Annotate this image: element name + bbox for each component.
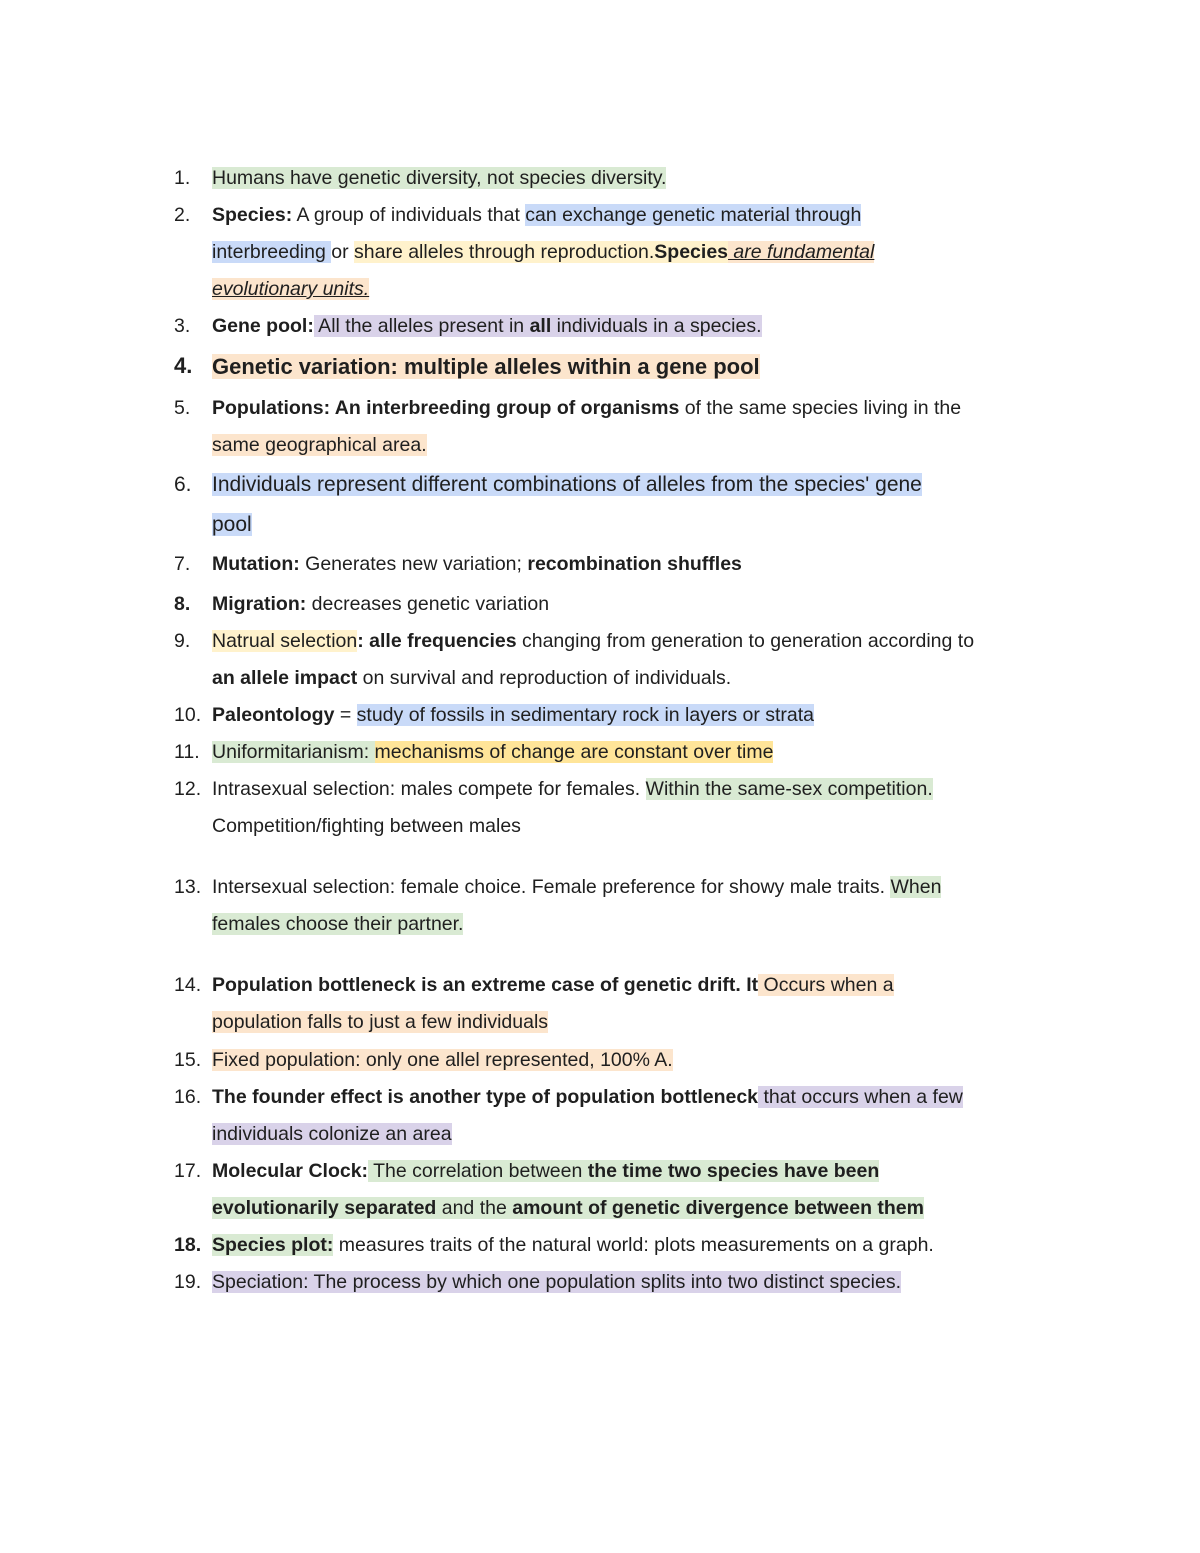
list-item bbox=[174, 586, 1072, 623]
item-text: alle frequencies bbox=[369, 630, 517, 652]
term: Natrual selection bbox=[212, 630, 358, 652]
item-text: interbreeding bbox=[212, 241, 332, 263]
item-text: changing from generation to generation according to bbox=[516, 630, 975, 652]
list-item bbox=[174, 697, 1072, 734]
list-item bbox=[174, 160, 1072, 197]
list-item bbox=[174, 1227, 1072, 1264]
item-text: Humans have genetic diversity, not species diversity. bbox=[212, 167, 667, 189]
item-text: : bbox=[357, 630, 370, 652]
list-item bbox=[174, 771, 1072, 845]
term: Mutation: bbox=[212, 553, 300, 575]
item-text: are fundamental bbox=[728, 241, 875, 263]
list-item bbox=[174, 623, 1072, 697]
item-number: 2. bbox=[174, 204, 191, 226]
list-item bbox=[174, 967, 1072, 1041]
item-text: Individuals represent different combinations of alleles from the species' gene bbox=[212, 473, 922, 496]
item-text: Genetic variation: multiple alleles within a gene pool bbox=[212, 354, 760, 379]
item-number: 10. bbox=[174, 704, 202, 726]
item-text: amount of genetic divergence between them bbox=[512, 1197, 924, 1219]
item-text: A group of individuals that bbox=[292, 204, 526, 226]
item-number: 13. bbox=[174, 876, 202, 898]
item-text: evolutionary units. bbox=[212, 278, 370, 300]
term: Migration: bbox=[212, 593, 307, 615]
item-text: Speciation: The process by which one population splits into two distinct species. bbox=[212, 1271, 902, 1293]
item-text: on survival and reproduction of individuals. bbox=[357, 667, 732, 689]
item-text: When bbox=[890, 876, 942, 898]
item-text: Intrasexual selection: males compete for females. bbox=[212, 778, 646, 800]
item-number: 15. bbox=[174, 1049, 202, 1071]
term: Species: bbox=[212, 204, 293, 226]
item-number: 8. bbox=[174, 593, 191, 615]
item-text: can exchange genetic material through bbox=[525, 204, 862, 226]
list-item bbox=[174, 546, 1072, 583]
term: Species bbox=[654, 241, 729, 263]
list-item bbox=[174, 734, 1072, 771]
item-text: Intersexual selection: female choice. Female preference for showy male traits. bbox=[212, 876, 891, 898]
item-text: that occurs when a few bbox=[758, 1086, 963, 1108]
list-item bbox=[174, 347, 1072, 387]
item-text: study of fossils in sedimentary rock in layers or strata bbox=[356, 704, 815, 726]
item-number: 5. bbox=[174, 397, 191, 419]
item-text: Within the same-sex competition. bbox=[645, 778, 933, 800]
item-text: mechanisms of change are constant over time bbox=[374, 741, 774, 763]
item-text: Competition/fighting between males bbox=[212, 815, 521, 837]
item-number: 14. bbox=[174, 974, 202, 996]
item-text: Fixed population: only one allel represented, 100% A. bbox=[212, 1049, 673, 1071]
item-text: and the bbox=[436, 1197, 513, 1219]
list-item bbox=[174, 308, 1072, 345]
item-text: females choose their partner. bbox=[212, 913, 464, 935]
item-number: 12. bbox=[174, 778, 202, 800]
term: Gene pool: bbox=[212, 315, 314, 337]
item-text: The correlation between bbox=[368, 1160, 588, 1182]
item-text: the time two species have been bbox=[587, 1160, 880, 1182]
item-text: = bbox=[334, 704, 357, 726]
term: Uniformitarianism: bbox=[212, 741, 375, 763]
term: Paleontology bbox=[212, 704, 335, 726]
list-item bbox=[174, 1042, 1072, 1079]
item-text: Occurs when a bbox=[758, 974, 894, 996]
list-item bbox=[174, 1153, 1072, 1227]
item-text: individuals in a species. bbox=[551, 315, 762, 337]
item-number: 16. bbox=[174, 1086, 202, 1108]
item-number: 17. bbox=[174, 1160, 202, 1182]
item-text: same geographical area. bbox=[212, 434, 427, 456]
item-text: an allele impact bbox=[212, 667, 358, 689]
item-number: 6. bbox=[174, 473, 192, 496]
term: Populations: An interbreeding group of organisms bbox=[212, 397, 680, 419]
list-item bbox=[174, 197, 1072, 308]
item-number: 18. bbox=[174, 1234, 202, 1256]
term: Species plot: bbox=[212, 1234, 334, 1256]
item-text: measures traits of the natural world: plots measurements on a graph. bbox=[333, 1234, 934, 1256]
term: The founder effect is another type of population bottleneck bbox=[212, 1086, 759, 1108]
term: Population bottleneck is an extreme case of genetic drift. It bbox=[212, 974, 759, 996]
term: Molecular Clock: bbox=[212, 1160, 369, 1182]
item-number: 9. bbox=[174, 630, 191, 652]
item-number: 19. bbox=[174, 1271, 202, 1293]
item-number: 3. bbox=[174, 315, 191, 337]
list-item bbox=[174, 390, 1072, 464]
list-item bbox=[174, 465, 1072, 545]
item-number: 4. bbox=[174, 353, 193, 378]
item-text: share alleles through reproduction. bbox=[354, 241, 655, 263]
item-text: individuals colonize an area bbox=[212, 1123, 452, 1145]
list-item bbox=[174, 1264, 1072, 1301]
item-text: evolutionarily separated bbox=[212, 1197, 437, 1219]
item-text: recombination shuffles bbox=[527, 553, 742, 575]
list-item bbox=[174, 869, 1072, 943]
item-text: Generates new variation; bbox=[299, 553, 528, 575]
item-text: pool bbox=[212, 513, 252, 536]
item-text: population falls to just a few individuals bbox=[212, 1011, 549, 1033]
item-text: All the alleles present in bbox=[313, 315, 530, 337]
item-text: decreases genetic variation bbox=[306, 593, 550, 615]
item-number: 7. bbox=[174, 553, 191, 575]
item-text: all bbox=[529, 315, 552, 337]
list-item bbox=[174, 1079, 1072, 1153]
item-number: 1. bbox=[174, 167, 191, 189]
item-number: 11. bbox=[174, 741, 200, 763]
item-text: or bbox=[331, 241, 355, 263]
item-text: of the same species living in the bbox=[679, 397, 962, 419]
